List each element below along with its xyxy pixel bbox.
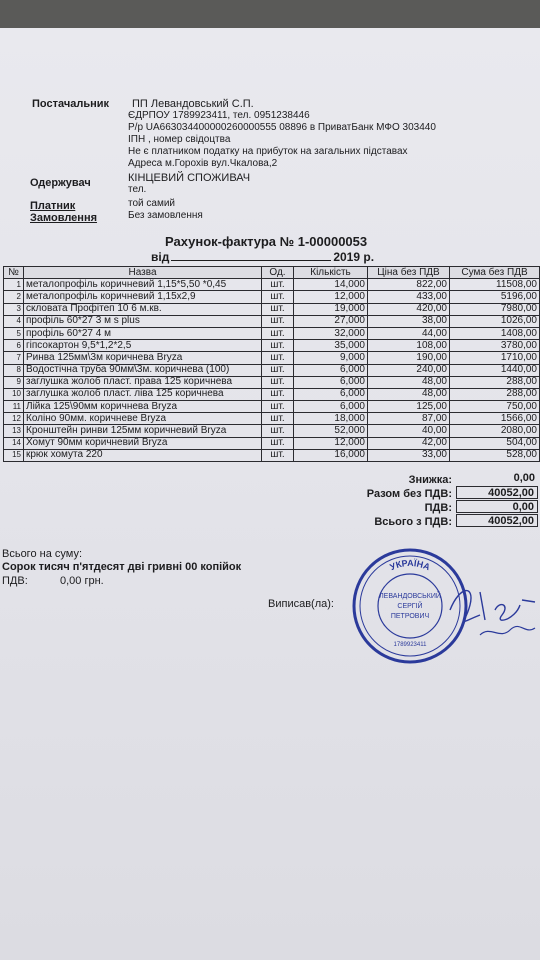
table-header-row xyxy=(4,267,540,279)
item-name: заглушка жолоб пласт. права 125 коричнева xyxy=(24,376,262,388)
item-unit: шт. xyxy=(262,279,294,291)
item-price: 108,00 xyxy=(368,340,450,352)
item-sum: 1026,00 xyxy=(450,315,540,327)
table-row xyxy=(4,279,540,291)
item-quantity: 52,000 xyxy=(294,425,368,437)
item-quantity: 16,000 xyxy=(294,449,368,461)
table-row xyxy=(4,352,540,364)
item-unit: шт. xyxy=(262,449,294,461)
item-price: 44,00 xyxy=(368,327,450,339)
item-price: 125,00 xyxy=(368,401,450,413)
item-name: профіль 60*27 4 м xyxy=(24,327,262,339)
net-total-label: Разом без ПДВ: xyxy=(366,488,452,500)
gross-total-value: 40052,00 xyxy=(456,514,538,527)
item-price: 48,00 xyxy=(368,388,450,400)
table-row xyxy=(4,449,540,461)
invoice-date-suffix: 2019 р. xyxy=(333,250,375,264)
item-name: Коліно 90мм. коричневе Bryza xyxy=(24,413,262,425)
item-quantity: 6,000 xyxy=(294,388,368,400)
item-unit: шт. xyxy=(262,413,294,425)
sum-words-vat-label: ПДВ: xyxy=(2,575,28,587)
col-header-sum: Сума без ПДВ xyxy=(450,267,540,279)
table-row xyxy=(4,303,540,315)
table-row xyxy=(4,327,540,339)
table-row xyxy=(4,425,540,437)
stamp-name-3: ПЕТРОВИЧ xyxy=(390,613,430,620)
sum-words-vat-value: 0,00 грн. xyxy=(60,575,104,587)
item-unit: шт. xyxy=(262,327,294,339)
item-name: профіль 60*27 3 м s plus xyxy=(24,315,262,327)
item-number: 13 xyxy=(4,425,24,437)
item-sum: 1408,00 xyxy=(450,327,540,339)
order-value: Без замовлення xyxy=(128,210,203,221)
table-row xyxy=(4,388,540,400)
item-name: Хомут 90мм коричневий Bryza xyxy=(24,437,262,449)
stamp-name-2: СЕРГІЙ xyxy=(397,603,423,610)
table-row xyxy=(4,315,540,327)
item-quantity: 32,000 xyxy=(294,327,368,339)
col-header-number: № xyxy=(4,267,24,279)
item-name: скловата Профітеп 10 6 м.кв. xyxy=(24,303,262,315)
sum-words-label: Всього на суму: xyxy=(2,548,82,560)
item-quantity: 18,000 xyxy=(294,413,368,425)
item-name: Водостічна труба 90мм\3м. коричнева (100) xyxy=(24,364,262,376)
item-name: крюк хомута 220 xyxy=(24,449,262,461)
stamp-outer-text: УКРАЇНА xyxy=(388,557,432,573)
item-unit: шт. xyxy=(262,352,294,364)
stamp-code: 1789923411 xyxy=(393,642,427,648)
payer-value: той самий xyxy=(128,198,176,209)
item-price: 87,00 xyxy=(368,413,450,425)
item-sum: 11508,00 xyxy=(450,279,540,291)
item-name: Ринва 125мм\3м коричнева Bryza xyxy=(24,352,262,364)
item-unit: шт. xyxy=(262,291,294,303)
item-quantity: 19,000 xyxy=(294,303,368,315)
item-number: 3 xyxy=(4,303,24,315)
stamp-name-1: ЛЕВАНДОВСЬКИЙ xyxy=(379,593,441,600)
item-name: Кронштейн ринви 125мм коричневий Bryza xyxy=(24,425,262,437)
item-sum: 5196,00 xyxy=(450,291,540,303)
table-row xyxy=(4,376,540,388)
item-unit: шт. xyxy=(262,340,294,352)
invoice-title: Рахунок-фактура № 1-00000053 xyxy=(165,234,368,249)
item-number: 6 xyxy=(4,340,24,352)
supplier-ipn: ІПН , номер свідоцтва xyxy=(128,134,231,145)
item-name: заглушка жолоб пласт. ліва 125 коричнева xyxy=(24,388,262,400)
item-sum: 288,00 xyxy=(450,376,540,388)
item-unit: шт. xyxy=(262,437,294,449)
recipient-name: КІНЦЕВИЙ СПОЖИВАЧ xyxy=(128,172,251,184)
item-number: 5 xyxy=(4,327,24,339)
item-unit: шт. xyxy=(262,303,294,315)
sum-words-text: Сорок тисяч п'ятдесят дві гривні 00 копійок xyxy=(2,561,242,573)
item-price: 190,00 xyxy=(368,352,450,364)
item-number: 2 xyxy=(4,291,24,303)
item-name: гіпсокартон 9,5*1,2*2,5 xyxy=(24,340,262,352)
invoice-date xyxy=(151,250,374,264)
col-header-price: Ціна без ПДВ xyxy=(368,267,450,279)
invoice-date-prefix: від xyxy=(151,250,170,264)
payer-label: Платник xyxy=(30,200,76,212)
recipient-label: Одержувач xyxy=(30,177,91,189)
item-sum: 528,00 xyxy=(450,449,540,461)
item-sum: 3780,00 xyxy=(450,340,540,352)
item-name: металопрофіль коричневий 1,15х2,9 xyxy=(24,291,262,303)
table-row xyxy=(4,291,540,303)
item-number: 14 xyxy=(4,437,24,449)
item-sum: 1440,00 xyxy=(450,364,540,376)
item-number: 12 xyxy=(4,413,24,425)
item-number: 9 xyxy=(4,376,24,388)
table-row xyxy=(4,364,540,376)
item-name: Лійка 125\90мм коричнева Bryza xyxy=(24,401,262,413)
item-sum: 288,00 xyxy=(450,388,540,400)
item-number: 7 xyxy=(4,352,24,364)
item-price: 433,00 xyxy=(368,291,450,303)
col-header-name: Назва xyxy=(24,267,262,279)
net-total-value: 40052,00 xyxy=(456,486,538,499)
item-name: металопрофіль коричневий 1,15*5,50 *0,45 xyxy=(24,279,262,291)
item-sum: 2080,00 xyxy=(450,425,540,437)
item-sum: 750,00 xyxy=(450,401,540,413)
table-row xyxy=(4,413,540,425)
recipient-phone: тел. xyxy=(128,184,147,195)
table-row xyxy=(4,401,540,413)
item-quantity: 6,000 xyxy=(294,376,368,388)
item-unit: шт. xyxy=(262,376,294,388)
item-quantity: 12,000 xyxy=(294,291,368,303)
discount-label: Знижка: xyxy=(408,474,452,486)
item-quantity: 14,000 xyxy=(294,279,368,291)
item-quantity: 9,000 xyxy=(294,352,368,364)
item-price: 48,00 xyxy=(368,376,450,388)
invoice-page xyxy=(0,28,540,960)
item-unit: шт. xyxy=(262,401,294,413)
items-table xyxy=(3,266,540,462)
item-price: 40,00 xyxy=(368,425,450,437)
gross-total-label: Всього з ПДВ: xyxy=(374,516,452,528)
item-number: 4 xyxy=(4,315,24,327)
item-price: 33,00 xyxy=(368,449,450,461)
item-unit: шт. xyxy=(262,425,294,437)
col-header-unit: Од. xyxy=(262,267,294,279)
discount-value: 0,00 xyxy=(513,472,535,484)
item-number: 11 xyxy=(4,401,24,413)
supplier-address: Адреса м.Горохів вул.Чкалова,2 xyxy=(128,158,278,169)
item-quantity: 12,000 xyxy=(294,437,368,449)
item-quantity: 27,000 xyxy=(294,315,368,327)
item-number: 10 xyxy=(4,388,24,400)
item-unit: шт. xyxy=(262,315,294,327)
item-sum: 7980,00 xyxy=(450,303,540,315)
item-price: 420,00 xyxy=(368,303,450,315)
supplier-label: Постачальник xyxy=(32,98,109,110)
svg-text:УКРАЇНА xyxy=(388,558,432,572)
item-price: 822,00 xyxy=(368,279,450,291)
item-number: 15 xyxy=(4,449,24,461)
table-row xyxy=(4,340,540,352)
supplier-name: ПП Левандовський С.П. xyxy=(132,98,254,110)
col-header-quantity: Кількість xyxy=(294,267,368,279)
item-price: 240,00 xyxy=(368,364,450,376)
item-unit: шт. xyxy=(262,388,294,400)
supplier-account: Р/р UA663034400000260000555 08896 в ПриватБанк МФО 303440 xyxy=(128,122,436,133)
table-row xyxy=(4,437,540,449)
item-price: 42,00 xyxy=(368,437,450,449)
date-line xyxy=(171,260,331,261)
handwritten-signature xyxy=(440,580,540,650)
supplier-tax-status: Не є платником податку на прибуток на загальних підставах xyxy=(128,146,408,157)
item-sum: 1566,00 xyxy=(450,413,540,425)
item-number: 1 xyxy=(4,279,24,291)
item-price: 38,00 xyxy=(368,315,450,327)
item-quantity: 6,000 xyxy=(294,401,368,413)
order-label: Замовлення xyxy=(30,212,98,224)
item-sum: 504,00 xyxy=(450,437,540,449)
signature-label: Виписав(ла): xyxy=(268,598,334,610)
vat-label: ПДВ: xyxy=(424,502,452,514)
supplier-edrpou: ЄДРПОУ 1789923411, тел. 0951238446 xyxy=(128,110,310,121)
item-unit: шт. xyxy=(262,364,294,376)
item-quantity: 35,000 xyxy=(294,340,368,352)
item-quantity: 6,000 xyxy=(294,364,368,376)
vat-value: 0,00 xyxy=(456,500,538,513)
item-sum: 1710,00 xyxy=(450,352,540,364)
item-number: 8 xyxy=(4,364,24,376)
